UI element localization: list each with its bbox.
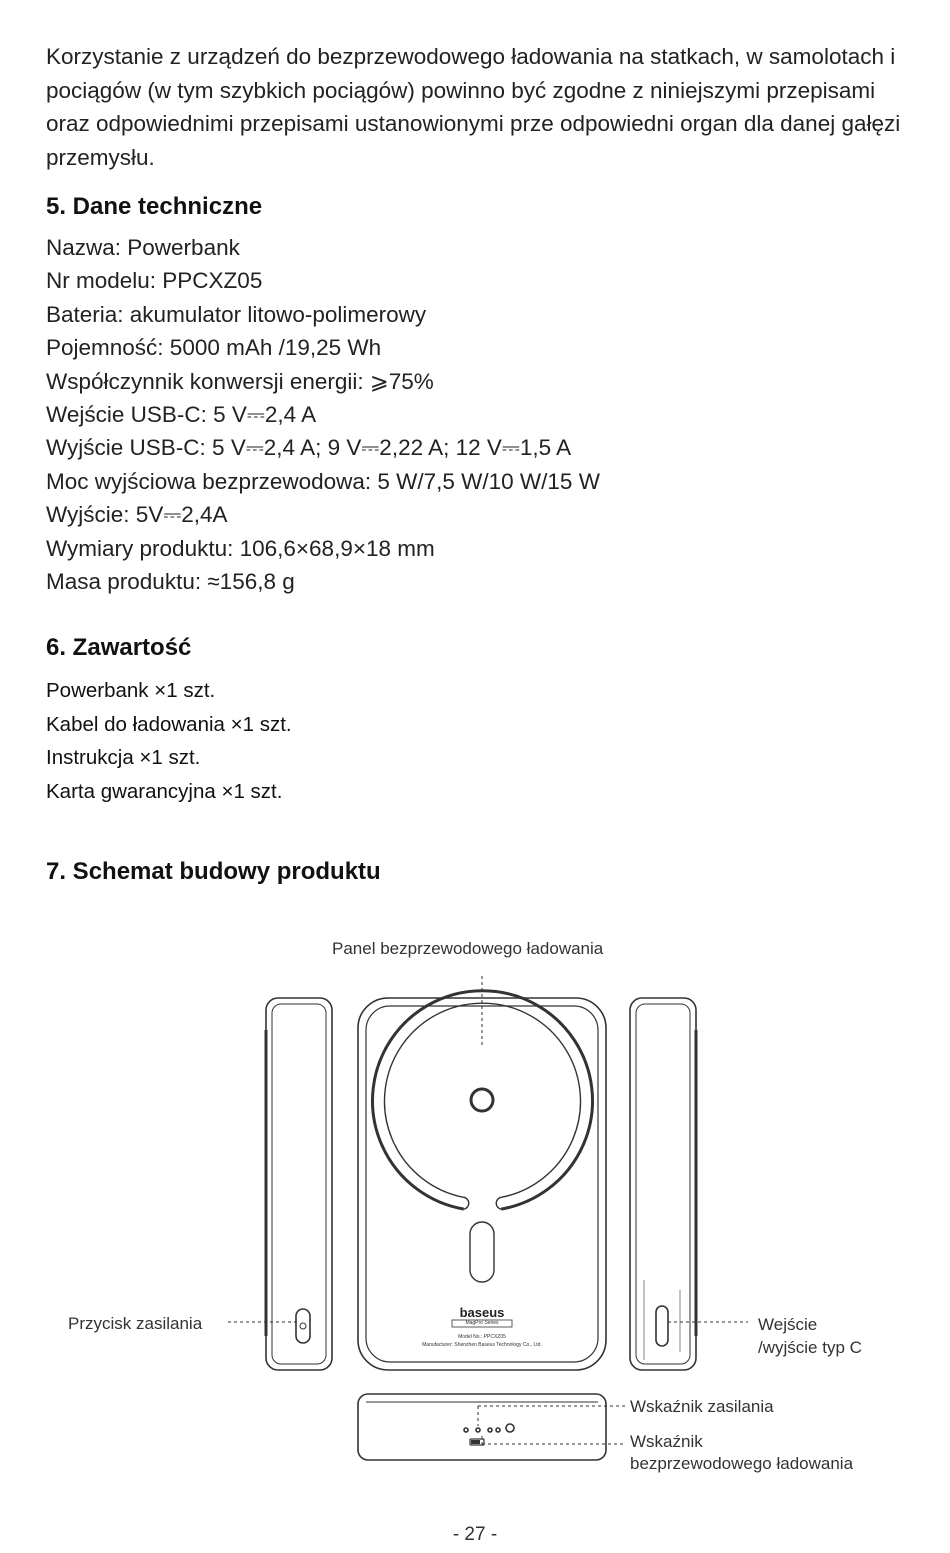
power-button bbox=[296, 1309, 310, 1343]
label-power-button: Przycisk zasilania bbox=[68, 1314, 203, 1333]
model-text: Model No.: PPCXZ05 bbox=[458, 1334, 506, 1340]
oval-recess bbox=[470, 1222, 494, 1282]
spec-item: Nr modelu: PPCXZ05 bbox=[46, 268, 263, 294]
led-indicator-icon bbox=[476, 1428, 480, 1432]
label-wireless-indicator-line1: Wskaźnik bbox=[630, 1432, 703, 1451]
section-7-heading: 7. Schemat budowy produktu bbox=[46, 858, 381, 885]
spec-item: Wyjście: 5V⎓2,4A bbox=[46, 502, 228, 528]
spec-item: Moc wyjściowa bezprzewodowa: 5 W/7,5 W/10 W/15 W bbox=[46, 468, 600, 494]
spec-item: Wyjście USB-C: 5 V⎓2,4 A; 9 V⎓2,22 A; 12 V⎓1,5 A bbox=[46, 435, 572, 461]
magnetic-ring-icon bbox=[372, 991, 592, 1209]
led-indicator-icon bbox=[496, 1428, 500, 1432]
spec-item: Wymiary produktu: 106,6×68,9×18 mm bbox=[46, 535, 435, 561]
contents-item: Powerbank ×1 szt. bbox=[46, 679, 216, 702]
usb-c-port bbox=[656, 1306, 668, 1346]
led-ring-icon bbox=[506, 1424, 514, 1432]
right-side-view bbox=[630, 998, 696, 1370]
product-drawing bbox=[0, 920, 950, 1500]
led-indicator-icon bbox=[488, 1428, 492, 1432]
spec-list bbox=[46, 231, 600, 598]
label-usb-c-line1: Wejście bbox=[758, 1315, 818, 1334]
label-power-indicator: Wskaźnik zasilania bbox=[630, 1397, 774, 1416]
contents-list bbox=[46, 674, 292, 808]
contents-item: Karta gwarancyjna ×1 szt. bbox=[46, 779, 283, 803]
section-6-heading: 6. Zawartość bbox=[46, 634, 192, 661]
manufacturer-text: Manufacturer: Shenzhen Baseus Technology Co., Ltd. bbox=[422, 1342, 542, 1348]
section-5-heading: 5. Dane techniczne bbox=[46, 193, 263, 220]
page-number: - 27 - bbox=[452, 1524, 498, 1545]
contents-item: Kabel do ładowania ×1 szt. bbox=[46, 712, 292, 736]
spec-item: Masa produktu: ≈156,8 g bbox=[46, 569, 295, 595]
product-diagram bbox=[0, 920, 950, 1500]
brand-series: MagPro Series bbox=[465, 1320, 499, 1326]
led-indicator-icon bbox=[464, 1428, 468, 1432]
label-usb-c-line2: /wyjście typ C bbox=[758, 1338, 862, 1357]
spec-item: Wejście USB-C: 5 V⎓2,4 A bbox=[46, 402, 317, 428]
spec-item: Bateria: akumulator litowo-polimerowy bbox=[46, 301, 427, 327]
intro-paragraph: Korzystanie z urządzeń do bezprzewodowego ładowania na statkach, w samolotach i pociągów (w tym szybkich pociągów) powinno być zgodne z niniejszymi przepisami oraz odpowiednimi przepisami ustanowionymi prze odpowiedni organ dla danej gałęzi przemysłu. bbox=[46, 44, 901, 170]
spec-item: Nazwa: Powerbank bbox=[46, 235, 240, 260]
contents-item: Instrukcja ×1 szt. bbox=[46, 746, 201, 769]
spec-item: Współczynnik konwersji energii: ⩾75% bbox=[46, 368, 434, 394]
bottom-view bbox=[358, 1394, 606, 1460]
label-wireless-panel: Panel bezprzewodowego ładowania bbox=[332, 939, 604, 958]
center-circle-icon bbox=[471, 1089, 493, 1111]
spec-item: Pojemność: 5000 mAh /19,25 Wh bbox=[46, 335, 382, 361]
brand-logo: baseus bbox=[459, 1305, 505, 1320]
left-side-view bbox=[266, 998, 332, 1370]
label-wireless-indicator-line2: bezprzewodowego ładowania bbox=[630, 1454, 854, 1473]
